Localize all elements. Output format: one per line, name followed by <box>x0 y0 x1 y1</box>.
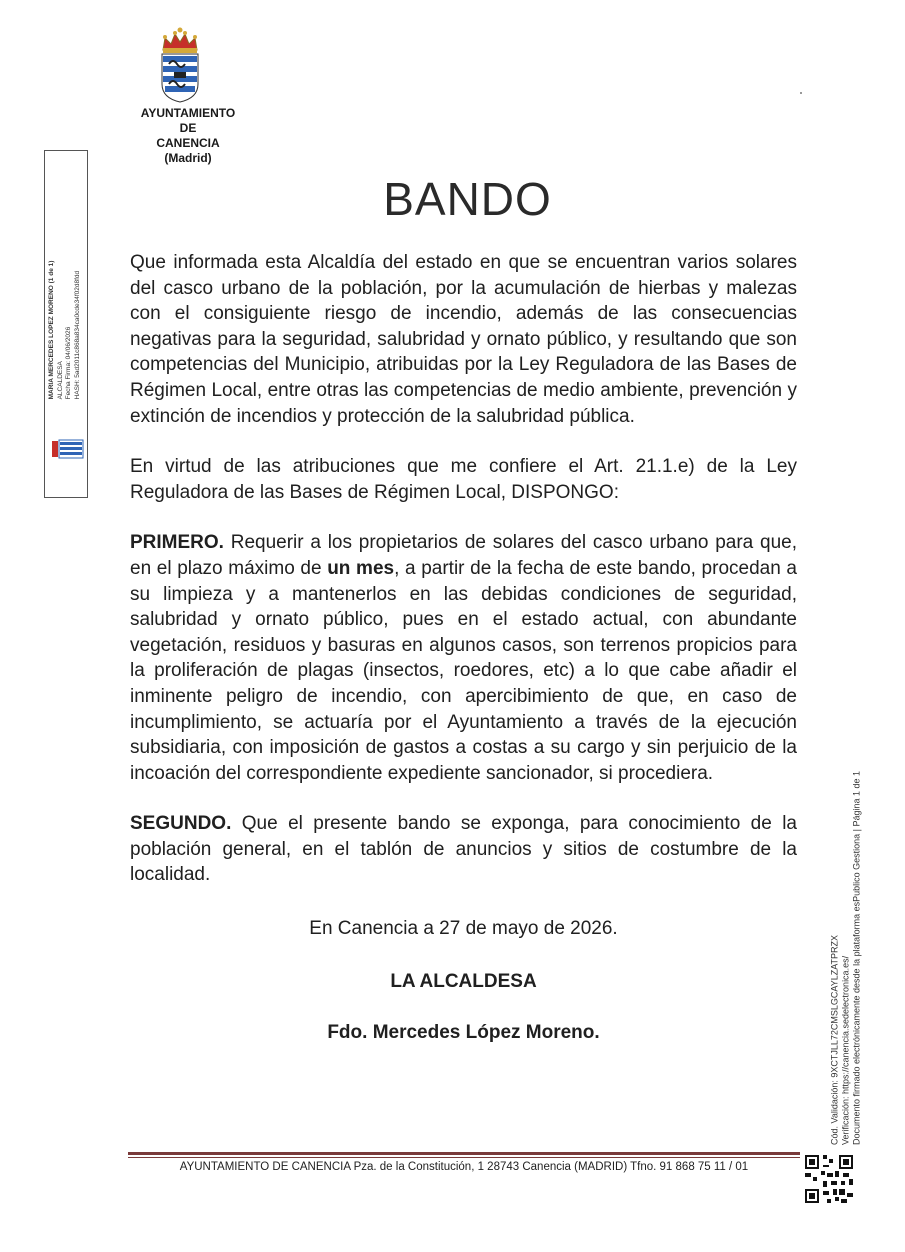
paragraph-intro: Que informada esta Alcaldía del estado en que se encuentran varios solares del casco urbano de la población, por la acumulación de hierbas y malezas con el consiguiente riesgo de incendio, además de las consecuencias negativas para la seguridad, salubridad y ornato público, y resultando que son competencias del Municipio, atribuidas por la Ley Reguladora de las Bases de Régimen Local, entre otras las competencias de medio ambiente, prevención y extinción de incendios y protección de la salubridad pública. <box>130 252 797 427</box>
primero-text-a: Requerir a los propietarios de solares del casco urbano para que, en el plazo máximo de <box>130 532 797 579</box>
org-line-2: DE <box>179 121 197 135</box>
segundo-label: SEGUNDO. <box>130 813 232 835</box>
org-line-3: CANENCIA <box>156 136 220 150</box>
primero-label: PRIMERO. <box>130 532 224 554</box>
stamp-crest-icon <box>51 438 85 460</box>
paragraph-segundo <box>130 811 797 888</box>
signature-date: Fecha Firma: 04/06/2026 <box>65 326 72 400</box>
footer-rule-thick <box>128 1152 800 1155</box>
document-body <box>130 250 797 890</box>
signature-signer: MARIA MERCEDES LOPEZ MORENO (1 de 1) <box>48 260 55 400</box>
verification-note: Documento firmado electrónicamente desde la plataforma esPublico Gestiona | Página 1 de 1 <box>851 770 862 1145</box>
place-date: En Canencia a 27 de mayo de 2026. <box>309 918 618 939</box>
signer-title: LA ALCALDESA <box>390 971 537 992</box>
qr-code-icon[interactable] <box>803 1153 855 1205</box>
primero-deadline: un mes <box>327 557 395 579</box>
org-line-4: (Madrid) <box>164 151 212 165</box>
footer-rule-thin <box>128 1157 800 1158</box>
scan-dot <box>800 92 802 94</box>
signature-stamp-text <box>44 250 86 410</box>
segundo-text: Que el presente bando se exponga, para conocimiento de la población general, en el tablón de anuncios y sitios de costumbre de la localidad. <box>130 813 797 886</box>
organization-header <box>118 106 258 166</box>
verification-url[interactable]: Verificación: https://canencia.sedelectronica.es/ <box>840 955 851 1145</box>
municipal-crest-icon <box>155 26 205 104</box>
document-title: BANDO <box>383 173 552 225</box>
signer-name: Fdo. Mercedes López Moreno. <box>327 1022 600 1043</box>
footer-address: AYUNTAMIENTO DE CANENCIA Pza. de la Constitución, 1 28743 Canencia (MADRID) Tfno. 91 868 75 11 / 01 <box>179 1161 749 1173</box>
paragraph-primero <box>130 530 797 786</box>
verification-code: Cód. Validación: 9XCTJLL72CMSLGCAYLZATPRZX <box>829 934 840 1145</box>
org-line-1: AYUNTAMIENTO <box>140 106 236 120</box>
signature-hash: HASH: 5ad2011c868a834ca0cde34f02d8fdd <box>73 270 81 400</box>
paragraph-authority: En virtud de las atribuciones que me confiere el Art. 21.1.e) de la Ley Reguladora de las Bases de Régimen Local, DISPONGO: <box>130 456 797 503</box>
verification-text <box>826 770 866 1145</box>
primero-text-b: , a partir de la fecha de este bando, procedan a su limpieza y a mantenerlos en las debidas condiciones de seguridad, salubridad y ornato público, pues en el estado actual, con abundante vegetación, residuos y basuras en algunos casos, son terrenos propicios para la proliferación de plagas (insectos, roedores, etc) a lo que cabe añadir el inminente peligro de incendio, con apercibimiento de que, en caso de incumplimiento, se actuaría por el Ayuntamiento a través de la ejecución subsidiaria, con imposición de gastos a costas a su cargo y sin perjuicio de la incoación del correspondiente expediente sancionador, si procediera. <box>130 557 797 784</box>
signature-role: ALCALDESA <box>56 361 64 400</box>
